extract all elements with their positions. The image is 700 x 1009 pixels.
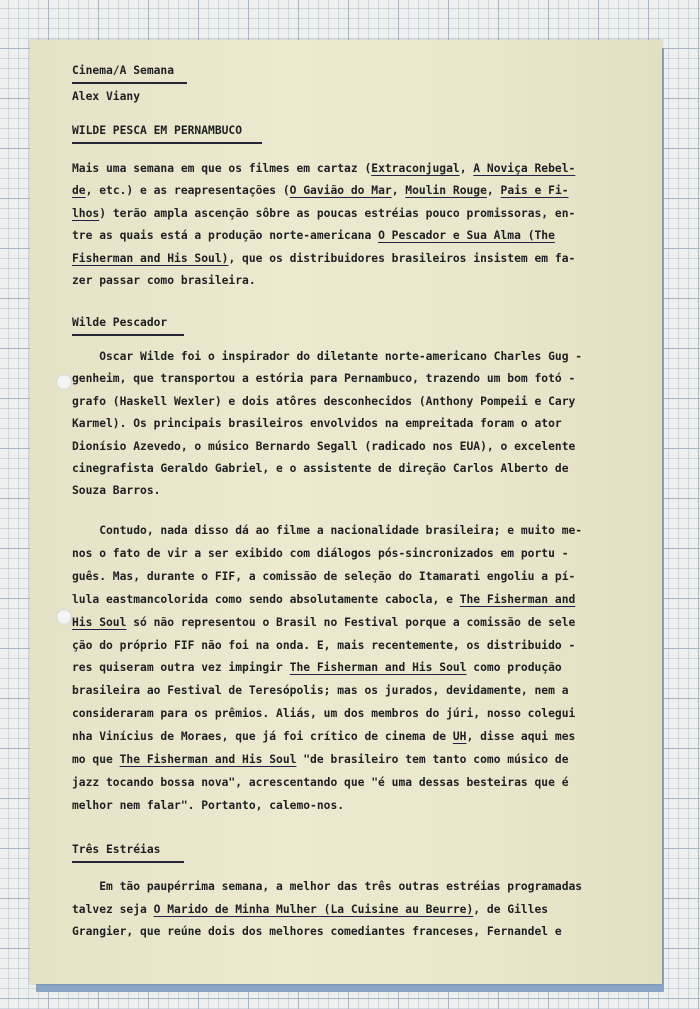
underlined-title: O Pescador e Sua Alma (The [378,229,555,243]
text-run: Souza Barros. [72,484,161,498]
text-run: só não representou o Brasil no Festival porque a comissão de sele [126,615,576,629]
underlined-title: A Noviça Rebel- [473,162,576,175]
text-run: nos o fato de vir a ser exibido com diálogos pós-sincronizados em portu - [72,546,569,560]
underlined-title: UH [452,730,467,744]
text-run: , de Gilles [473,902,549,916]
text-run: Karmel). Os principais brasileiros envolvidos na empreitada foram o ator [72,417,562,431]
text-run: guês. Mas, durante o FIF, a comissão de seleção do Itamarati engoliu a pí- [72,569,576,583]
column-title-rule [72,82,187,84]
text-run: Grangier, que reúne dois dos melhores comediantes franceses, Fernandel e [72,925,562,938]
intro-line [72,162,575,175]
text-run: , etc.) e as reapresentações ( [85,184,290,198]
body-line [72,707,575,720]
text-run: Contudo, nada disso dá ao filme a nacionalidade brasileira; e muito me- [72,524,583,537]
underlined-title: Fisherman and His Soul) [72,251,229,265]
intro-line [72,274,256,287]
intro-line [72,184,569,197]
underlined-title: lhos [72,206,100,220]
underlined-title: O Marido de Minha Mulher (La Cuisine au Beurre) [153,902,474,916]
intro-line [72,229,555,242]
text-run: , [459,162,474,175]
headline: WILDE PESCA EM PERNAMBUCO [72,124,243,137]
section-heading-rule [72,334,184,336]
body-line [72,880,582,893]
text-run: como produção [466,661,562,675]
typed-page [30,40,662,984]
headline-rule [72,142,262,144]
underlined-title: Extraconjugal [371,162,460,175]
text-run: grafo (Haskell Wexler) e dois atôres desconhecidos (Anthony Pompeii e Cary [72,394,576,408]
body-line [72,440,575,453]
body-line [72,350,582,363]
text-run: Em tão paupérrima semana, a melhor das três outras estréias programadas [72,880,583,893]
body-line [72,776,569,789]
text-run: nha Vinícius de Moraes, que já foi crítico de cinema de [72,730,453,744]
text-run: Dionísio Azevedo, o músico Bernardo Segall (radicado nos EUA), o excelente [72,439,576,453]
section-heading: Wilde Pescador [72,316,168,329]
underlined-title: Pais e Fi- [500,184,569,198]
text-run: mo que [72,753,120,766]
text-run: zer passar como brasileira. [72,274,256,287]
body-line [72,484,160,497]
underlined-title: The Fisherman and His Soul [119,753,297,766]
text-run: ) terão ampla ascenção sôbre as poucas estréias pouco promissoras, en- [99,206,576,220]
body-line [72,372,575,385]
underlined-title: The Fisherman and His Soul [289,661,467,675]
text-run: jazz tocando bossa nova", acrescentando que "é uma dessas besteiras que é [72,775,569,789]
body-line [72,661,562,674]
text-run: cinegrafista Geraldo Gabriel, e o assistente de direção Carlos Alberto de [72,462,569,475]
body-line [72,730,575,743]
section-heading: Três Estréias [72,843,161,856]
column-title: Cinema/A Semana [72,64,175,77]
text-run: consideraram para os prêmios. Aliás, um dos membros do júri, nosso colegui [72,707,576,721]
body-line [72,925,562,938]
text-run: talvez seja [72,902,154,916]
text-run: , [486,184,501,198]
author-line: Alex Viany [72,90,141,103]
body-line [72,593,575,606]
underlined-title: His Soul [72,615,127,629]
body-line [72,417,562,430]
text-run: "de brasileiro tem tanto como músico de [296,753,569,766]
text-run: genheim, que transportou a estória para Pernambuco, trazendo um bom fotó - [72,372,576,386]
text-run: ção do próprio FIF não foi na onda. E, mais recentemente, os distribuido - [72,638,576,652]
text-run: , [391,184,406,198]
section-heading-rule [72,861,184,863]
punch-hole-top [56,374,72,390]
body-line [72,616,575,629]
text-run: brasileira ao Festival de Teresópolis; mas os jurados, devidamente, nem a [72,684,569,698]
text-run: tre as quais está a produção norte-americana [72,229,379,243]
body-line [72,462,569,475]
body-line [72,547,569,560]
text-run: , que os distribuidores brasileiros insistem em fa- [228,251,576,265]
body-line [72,570,575,583]
body-line [72,903,548,916]
underlined-title: O Gavião do Mar [289,184,392,198]
text-run: Oscar Wilde foi o inspirador do diletante norte-americano Charles Gug - [72,350,583,363]
body-line [72,799,344,812]
underlined-title: The Fisherman and [459,592,576,606]
page-text [72,40,652,980]
intro-line [72,207,575,220]
text-run: , disse aqui mes [466,730,576,744]
body-line [72,684,569,697]
body-line [72,753,569,766]
body-line [72,639,575,652]
punch-hole-bottom [56,609,72,625]
body-line [72,524,582,537]
text-run: Mais uma semana em que os filmes em cartaz ( [72,162,372,175]
intro-line [72,252,575,265]
underlined-title: de [72,184,86,198]
body-line [72,395,575,408]
underlined-title: Moulin Rouge [405,184,487,198]
text-run: lula eastmancolorida como sendo absolutamente cabocla, e [72,592,460,606]
text-run: melhor nem falar". Portanto, calemo-nos. [72,798,345,812]
text-run: res quiseram outra vez impingir [72,661,290,675]
